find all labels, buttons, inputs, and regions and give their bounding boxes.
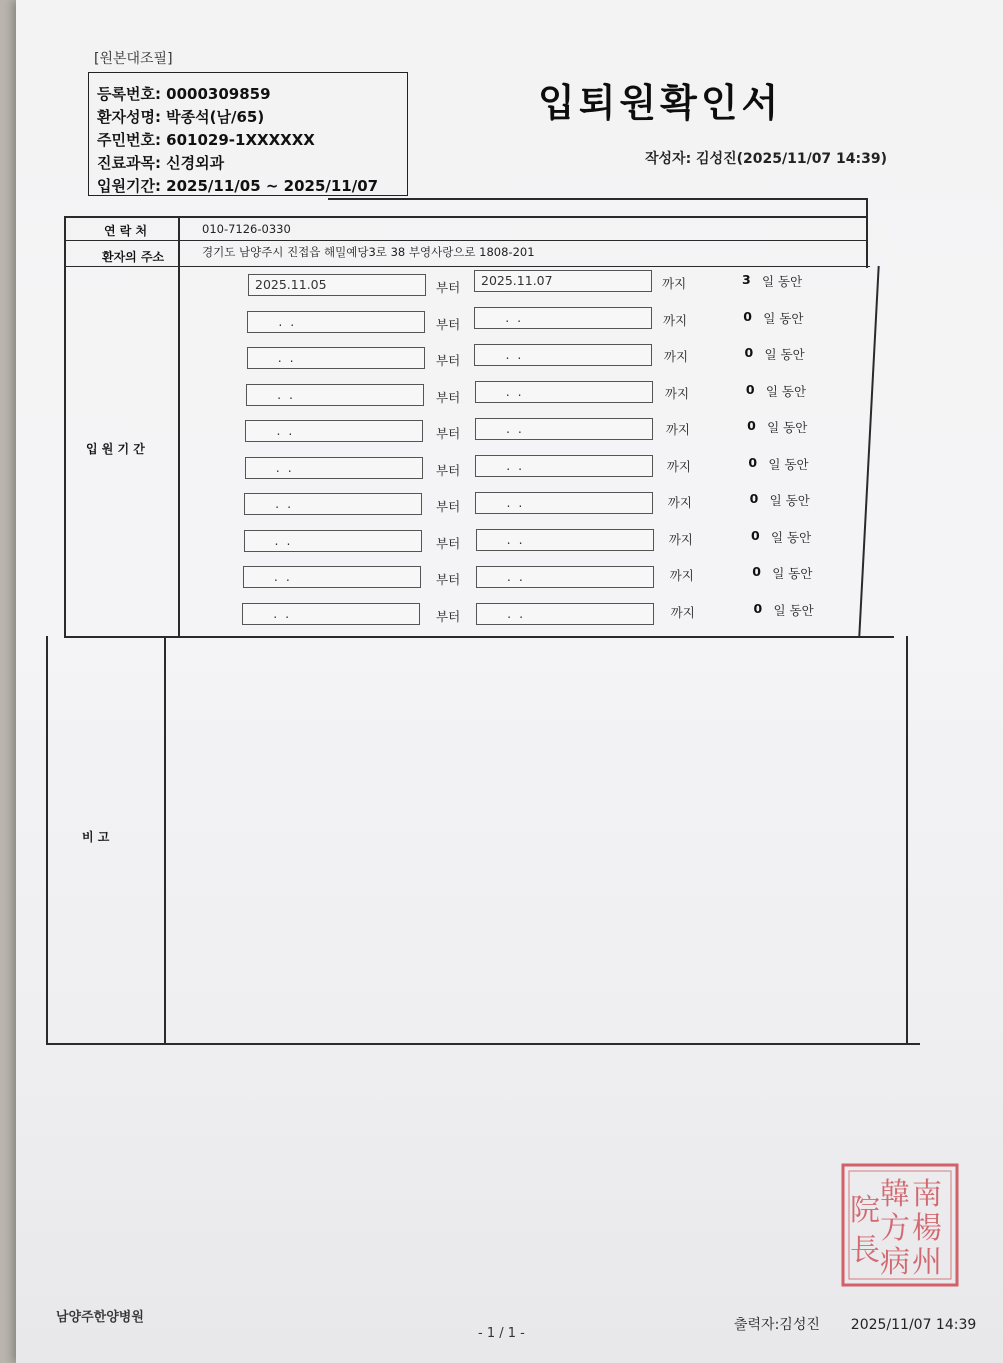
days-suffix: 일 동안 (772, 566, 813, 581)
from-label: 부터 (436, 389, 461, 405)
admission-end-date: . . (476, 566, 654, 588)
document-title: 입퇴원확인서 (538, 81, 783, 125)
admission-start-date: . . (243, 566, 421, 588)
days-suffix: 일 동안 (765, 383, 807, 399)
address-label: 환자의 주소 (102, 250, 165, 264)
days-suffix: 일 동안 (770, 529, 812, 545)
day-count: 0 (748, 454, 758, 470)
to-label: 까지 (662, 276, 687, 291)
admission-period: 입원기간: 2025/11/05 ~ 2025/11/07 (97, 177, 379, 195)
days-suffix: 일 동안 (762, 274, 803, 289)
days-suffix: 일 동안 (767, 420, 808, 435)
table-row-divider (64, 266, 870, 267)
admission-end-date: . . (475, 381, 653, 403)
contact-value: 010-7126-0330 (202, 222, 291, 236)
from-label: 부터 (436, 535, 461, 551)
from-label: 부터 (436, 426, 461, 441)
svg-text:方: 方 (880, 1211, 910, 1246)
to-label: 까지 (666, 458, 691, 474)
hospital-seal (840, 1162, 960, 1288)
from-label: 부터 (436, 499, 461, 514)
to-label: 까지 (665, 422, 690, 437)
day-count: 0 (743, 308, 752, 324)
days-suffix: 일 동안 (768, 456, 809, 472)
day-count: 3 (742, 272, 751, 287)
admission-start-date: . . (245, 420, 423, 442)
day-count: 0 (747, 418, 756, 433)
from-label: 부터 (436, 316, 461, 332)
admission-end-date: . . (476, 529, 654, 551)
admission-start-date: . . (246, 384, 424, 406)
days-suffix: 일 동안 (763, 310, 804, 326)
svg-text:韓: 韓 (880, 1177, 910, 1212)
admission-end-date: . . (475, 455, 653, 477)
table-bottom-border (46, 1043, 920, 1045)
to-label: 까지 (664, 385, 690, 401)
to-label: 까지 (668, 531, 693, 547)
admission-start-date: . . (245, 457, 423, 479)
admission-start-date: 2025.11.05 (248, 274, 426, 296)
from-label: 부터 (436, 572, 461, 587)
from-label: 부터 (436, 608, 461, 624)
days-suffix: 일 동안 (764, 347, 805, 362)
printer-name: 출력자:김성진 (734, 1317, 820, 1333)
to-label: 까지 (663, 349, 689, 364)
admission-start-date: . . (247, 311, 425, 333)
table-row-divider (64, 240, 868, 241)
svg-text:院: 院 (850, 1193, 880, 1228)
contact-label: 연 락 처 (104, 224, 148, 238)
seal-icon (840, 1162, 960, 1288)
label-column-divider (164, 636, 166, 1044)
to-label: 까지 (667, 495, 692, 510)
address-value: 경기도 남양주시 진접읍 해밀예당3로 38 부영사랑으로 1808-201 (202, 245, 535, 259)
resident-number: 주민번호: 601029-1XXXXXX (97, 131, 315, 149)
printer-line (734, 1314, 976, 1334)
page-number: - 1 / 1 - (478, 1326, 525, 1341)
admission-end-date: 2025.11.07 (474, 270, 652, 292)
patient-info-box (88, 72, 408, 196)
svg-text:長: 長 (850, 1233, 880, 1268)
day-count: 0 (750, 527, 760, 543)
day-count: 0 (744, 345, 754, 360)
label-column-divider (178, 216, 180, 638)
admission-end-date: . . (475, 492, 653, 514)
table-top-border (64, 216, 868, 218)
admission-end-date: . . (476, 603, 654, 625)
registration-number: 등록번호: 0000309859 (97, 85, 271, 103)
svg-text:州: 州 (912, 1245, 942, 1280)
hospital-name: 남양주한양병원 (56, 1310, 144, 1325)
original-copy-tag: [원본대조필] (94, 51, 173, 67)
author-line: 작성자: 김성진(2025/11/07 14:39) (645, 151, 888, 167)
day-count: 0 (745, 381, 755, 397)
day-count: 0 (752, 564, 761, 579)
admission-start-date: . . (244, 493, 422, 515)
printed-at: 2025/11/07 14:39 (850, 1317, 977, 1333)
table-left-border-upper (64, 216, 66, 638)
svg-text:病: 病 (880, 1245, 910, 1280)
to-label: 까지 (669, 568, 694, 583)
table-top-right-border (328, 198, 868, 200)
days-suffix: 일 동안 (769, 493, 810, 508)
svg-text:南: 南 (912, 1177, 942, 1212)
remarks-label: 비 고 (82, 830, 110, 844)
from-label: 부터 (436, 280, 461, 295)
admission-end-date: . . (474, 307, 652, 329)
to-label: 까지 (670, 604, 695, 620)
table-left-border-lower (46, 636, 48, 1044)
admission-start-date: . . (244, 530, 422, 552)
table-right-border-lower (906, 636, 908, 1044)
day-count: 0 (753, 600, 763, 616)
admission-start-date: . . (247, 347, 425, 369)
from-label: 부터 (436, 462, 461, 478)
from-label: 부터 (436, 353, 461, 368)
days-suffix: 일 동안 (773, 602, 814, 618)
admission-start-date: . . (242, 603, 420, 625)
admission-end-date: . . (474, 344, 652, 366)
table-right-border-upper (866, 198, 868, 268)
department: 진료과목: 신경외과 (97, 154, 225, 172)
table-row-divider (64, 636, 894, 638)
patient-name: 환자성명: 박종석(남/65) (97, 108, 265, 126)
svg-text:楊: 楊 (912, 1211, 942, 1246)
admission-period-label: 입 원 기 간 (86, 442, 145, 456)
admission-end-date: . . (475, 418, 653, 440)
to-label: 까지 (662, 312, 688, 328)
day-count: 0 (749, 491, 759, 506)
